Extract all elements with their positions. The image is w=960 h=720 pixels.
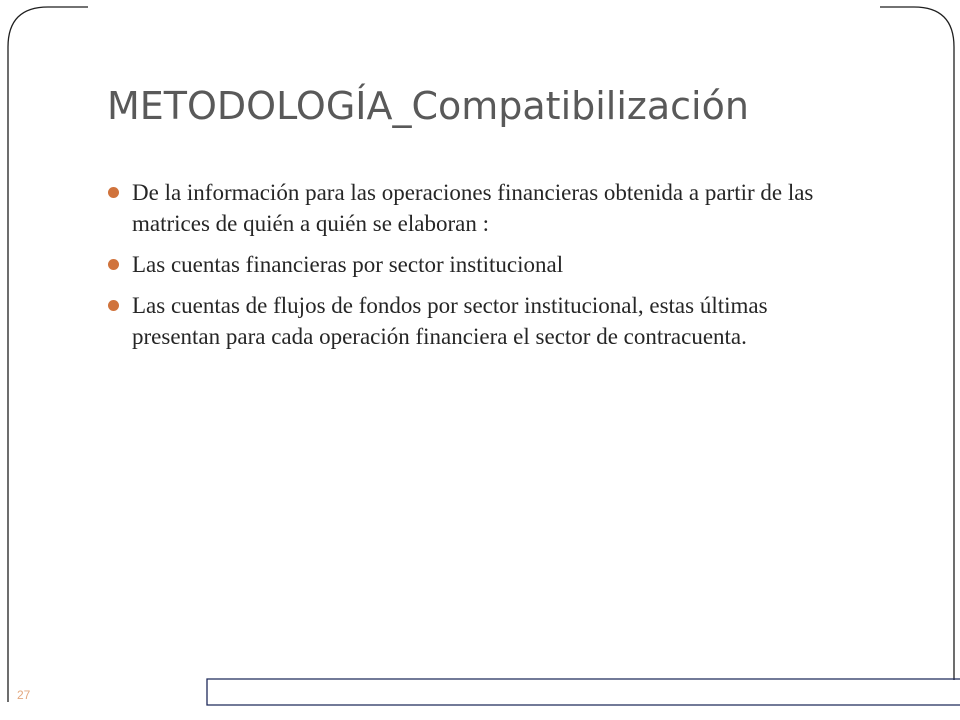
- bullet-item: [108, 177, 848, 239]
- frame-right-border: [880, 7, 954, 680]
- bullet-text: De la información para las operaciones financieras obtenida a partir de las matrices de quién a quién se elaboran :: [132, 180, 814, 236]
- bullet-text: Las cuentas financieras por sector institucional: [132, 252, 564, 277]
- slide-title: METODOLOGÍA_Compatibilización: [107, 84, 749, 128]
- bullet-dot-icon: [108, 259, 119, 270]
- bullet-dot-icon: [108, 187, 119, 198]
- bullet-list: [108, 177, 848, 362]
- frame-left-border: [8, 7, 88, 702]
- slide-number: 27: [17, 688, 31, 702]
- bullet-item: [108, 249, 848, 280]
- bullet-dot-icon: [108, 300, 119, 311]
- bullet-text: Las cuentas de flujos de fondos por sector institucional, estas últimas presentan para cada operación financiera el sector de contracuenta.: [132, 293, 768, 349]
- bullet-item: [108, 290, 848, 352]
- footer-bar: [207, 679, 960, 705]
